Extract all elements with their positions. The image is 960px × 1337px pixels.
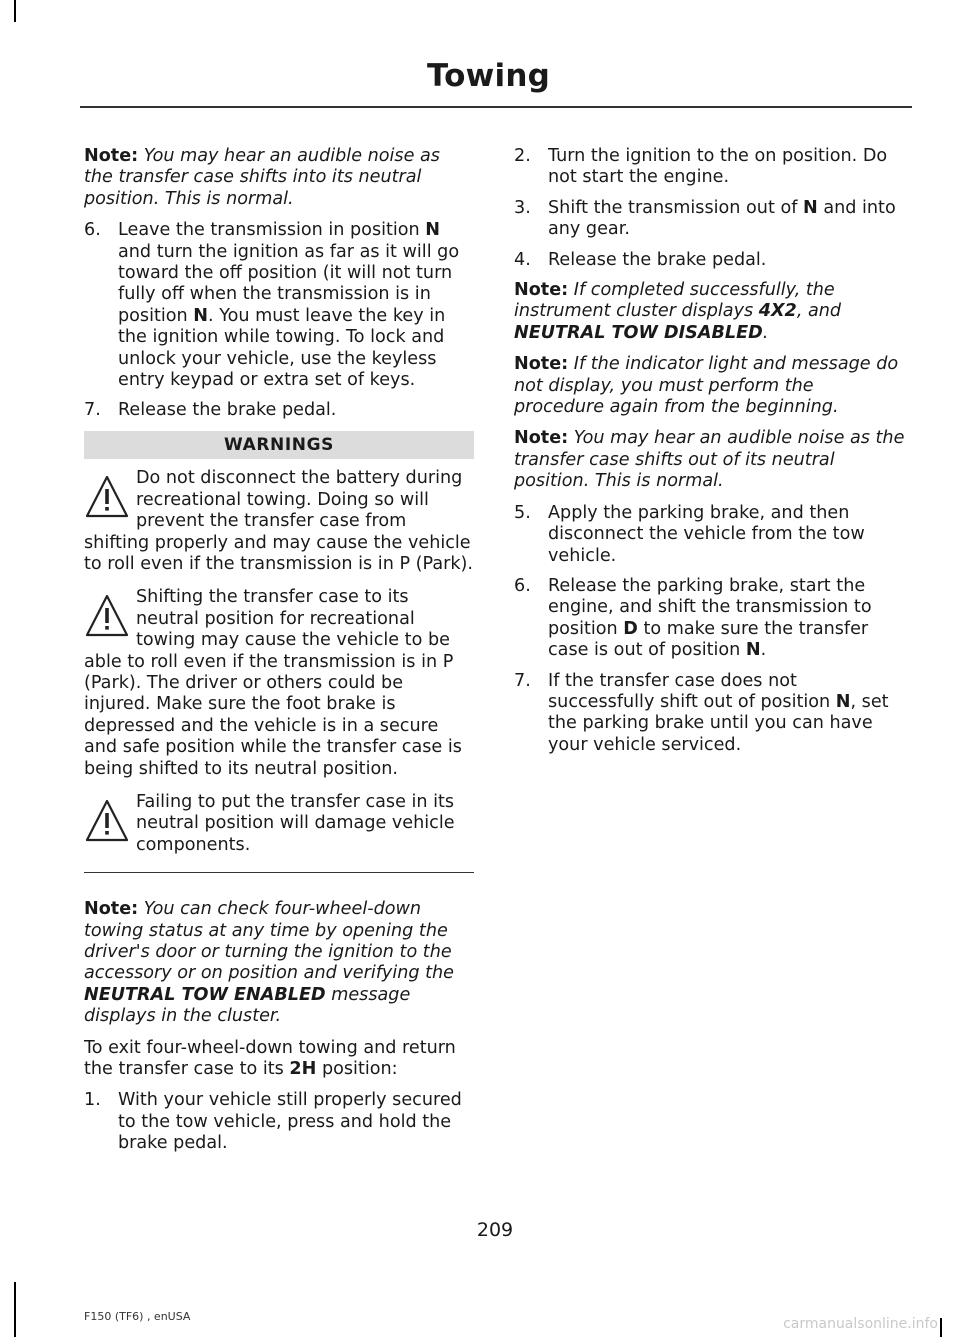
right-column xyxy=(514,146,907,765)
note-transfer-shift-out: Note: You may hear an audible noise as the transfer case shifts out of its neutral position. This is normal. xyxy=(514,428,905,492)
crop-mark-top-left xyxy=(14,0,16,22)
warnings-divider xyxy=(84,872,474,873)
step-2-ignition-on: 2. Turn the ignition to the on position. Do not start the engine. xyxy=(514,146,888,188)
note-transfer-neutral: Note: You may hear an audible noise as the transfer case shifts into its neutral position. This is normal. xyxy=(84,146,440,209)
step-6-leave-in-neutral: 6. Leave the transmission in position N and turn the ignition as far as it will go toward the off position (it will not turn fully off when the transmission is in position N. You must leave the key in the ignition while towing. To lock and unlock your vehicle, use the keyless entry keypad or extra set of keys. xyxy=(84,220,460,391)
note-indicator-not-displayed: Note: If the indicator light and message do not display, you must perform the procedure again from the beginning. xyxy=(514,354,899,418)
page-number: 209 xyxy=(476,1219,514,1241)
note-completed-successfully: Note: If completed successfully, the instrument cluster displays 4X2, and NEUTRAL TOW DISABLED. xyxy=(514,280,842,343)
step-7-release-brake: 7. Release the brake pedal. xyxy=(84,400,337,421)
warning-triangle-icon xyxy=(84,591,130,641)
warning-vehicle-damage: Failing to put the transfer case in its neutral position will damage vehicle components. xyxy=(84,792,474,856)
note-check-tow-status: Note: You can check four-wheel-down towing status at any time by opening the driver's door or turning the ignition to the accessory or on position and verifying the NEUTRAL TOW ENABLED message displays in the cluster. xyxy=(84,899,454,1027)
watermark: carmanualsonline.info xyxy=(783,1316,938,1332)
step-7-service-vehicle: 7. If the transfer case does not successfully shift out of position N, set the parking brake until you can have your vehicle serviced. xyxy=(514,670,889,755)
warning-transfer-roll: Shifting the transfer case to its neutral position for recreational towing may cause the vehicle to be able to roll even if the transmission is in P (Park). The driver or others could be injured. Make sure the foot brake is depressed and the vehicle is in a secure and safe position while the transfer case is being shifted to its neutral position. xyxy=(84,587,462,779)
step-1-hold-brake: 1. With your vehicle still properly secured to the tow vehicle, press and hold the brake pedal. xyxy=(84,1090,462,1154)
warning-triangle-icon xyxy=(84,472,130,522)
document-id: F150 (TF6) , enUSA xyxy=(84,1310,191,1323)
page-title: Towing xyxy=(426,58,550,94)
step-3-shift-out-of-neutral: 3. Shift the transmission out of N and into any gear. xyxy=(514,197,896,240)
exit-towing-intro: To exit four-wheel-down towing and return the transfer case to its 2H position: xyxy=(84,1037,456,1080)
warning-battery: Do not disconnect the battery during recreational towing. Doing so will prevent the transfer case from shifting properly and may cause the vehicle to roll even if the transmission is in P (Park). xyxy=(84,468,473,574)
crop-mark-bottom-right xyxy=(940,1318,942,1337)
warning-triangle-icon xyxy=(84,796,130,846)
crop-mark-bottom-left xyxy=(14,1282,16,1337)
header-divider xyxy=(80,106,912,108)
step-5-parking-brake-disconnect: 5. Apply the parking brake, and then disconnect the vehicle from the tow vehicle. xyxy=(514,502,865,566)
left-column xyxy=(84,146,474,1164)
warnings-header: WARNINGS xyxy=(84,431,474,459)
step-4-release-brake: 4. Release the brake pedal. xyxy=(514,249,767,270)
step-6-start-engine-shift-drive: 6. Release the parking brake, start the engine, and shift the transmission to position D to make sure the transfer case is out of position N. xyxy=(514,575,872,661)
